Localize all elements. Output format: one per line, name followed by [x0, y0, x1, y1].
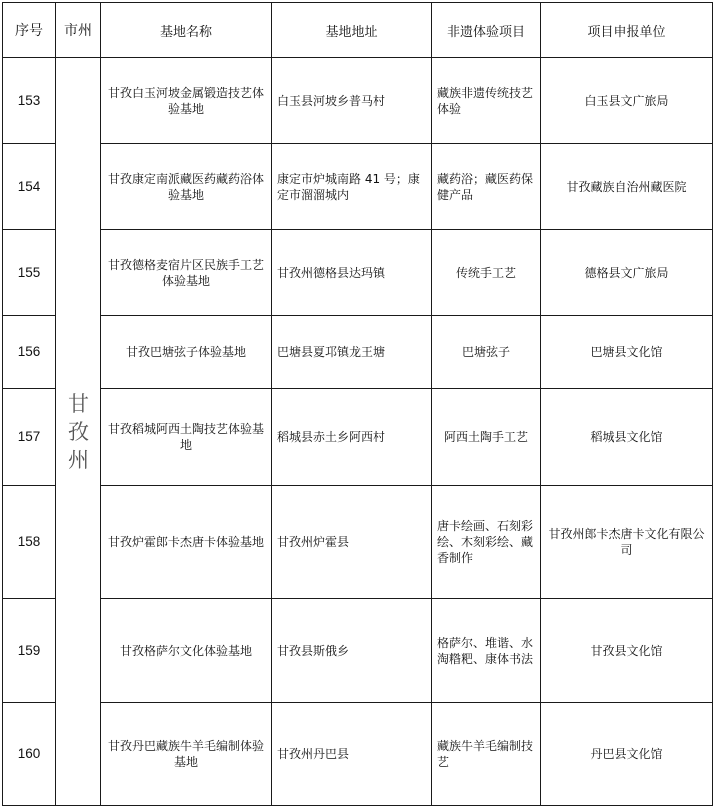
row-base-address: 甘孜县斯俄乡 [272, 599, 432, 703]
row-applicant-unit: 稻城县文化馆 [541, 389, 713, 486]
table-row [3, 144, 713, 230]
row-heritage-project: 传统手工艺 [432, 230, 541, 316]
header-city: 市州 [56, 3, 101, 58]
header-applicant-unit: 项目申报单位 [541, 3, 713, 58]
heritage-base-table [2, 2, 713, 806]
row-applicant-unit: 丹巴县文化馆 [541, 703, 713, 806]
table-row [3, 599, 713, 703]
row-heritage-project: 唐卡绘画、石刻彩绘、木刻彩绘、藏香制作 [432, 486, 541, 599]
row-base-name: 甘孜巴塘弦子体验基地 [101, 316, 272, 389]
row-applicant-unit: 甘孜州郎卡杰唐卡文化有限公司 [541, 486, 713, 599]
row-base-address: 甘孜州德格县达玛镇 [272, 230, 432, 316]
row-applicant-unit: 巴塘县文化馆 [541, 316, 713, 389]
table-row [3, 389, 713, 486]
city-name: 甘孜州 [68, 391, 89, 472]
row-seq: 159 [3, 599, 56, 703]
row-seq: 155 [3, 230, 56, 316]
row-base-name: 甘孜格萨尔文化体验基地 [101, 599, 272, 703]
row-heritage-project: 巴塘弦子 [432, 316, 541, 389]
row-base-address: 康定市炉城南路 41 号；康定市溜溜城内 [272, 144, 432, 230]
row-base-address: 甘孜州丹巴县 [272, 703, 432, 806]
row-base-name: 甘孜丹巴藏族牛羊毛编制体验基地 [101, 703, 272, 806]
row-heritage-project: 藏药浴；藏医药保健产品 [432, 144, 541, 230]
row-seq: 158 [3, 486, 56, 599]
row-seq: 156 [3, 316, 56, 389]
header-heritage-project: 非遗体验项目 [432, 3, 541, 58]
row-seq: 157 [3, 389, 56, 486]
table-header-row [3, 3, 713, 58]
table-row [3, 486, 713, 599]
header-seq: 序号 [3, 3, 56, 58]
row-base-name: 甘孜炉霍郎卡杰唐卡体验基地 [101, 486, 272, 599]
table-row [3, 58, 713, 144]
table-row [3, 703, 713, 806]
row-base-address: 甘孜州炉霍县 [272, 486, 432, 599]
row-applicant-unit: 德格县文广旅局 [541, 230, 713, 316]
row-base-name: 甘孜稻城阿西土陶技艺体验基地 [101, 389, 272, 486]
row-applicant-unit: 甘孜藏族自治州藏医院 [541, 144, 713, 230]
row-seq: 153 [3, 58, 56, 144]
row-heritage-project: 藏族牛羊毛编制技艺 [432, 703, 541, 806]
row-applicant-unit: 白玉县文广旅局 [541, 58, 713, 144]
row-applicant-unit: 甘孜县文化馆 [541, 599, 713, 703]
row-base-address: 巴塘县夏邛镇龙王塘 [272, 316, 432, 389]
row-seq: 154 [3, 144, 56, 230]
city-cell [56, 58, 101, 806]
row-heritage-project: 阿西土陶手工艺 [432, 389, 541, 486]
table-row [3, 316, 713, 389]
row-base-name: 甘孜白玉河坡金属锻造技艺体验基地 [101, 58, 272, 144]
row-base-address: 稻城县赤土乡阿西村 [272, 389, 432, 486]
row-base-address: 白玉县河坡乡普马村 [272, 58, 432, 144]
row-base-name: 甘孜康定南派藏医药藏药浴体验基地 [101, 144, 272, 230]
row-heritage-project: 格萨尔、堆谐、水淘糌粑、康体书法 [432, 599, 541, 703]
header-base-name: 基地名称 [101, 3, 272, 58]
row-heritage-project: 藏族非遗传统技艺体验 [432, 58, 541, 144]
row-base-name: 甘孜德格麦宿片区民族手工艺体验基地 [101, 230, 272, 316]
header-base-address: 基地地址 [272, 3, 432, 58]
row-seq: 160 [3, 703, 56, 806]
table-row [3, 230, 713, 316]
